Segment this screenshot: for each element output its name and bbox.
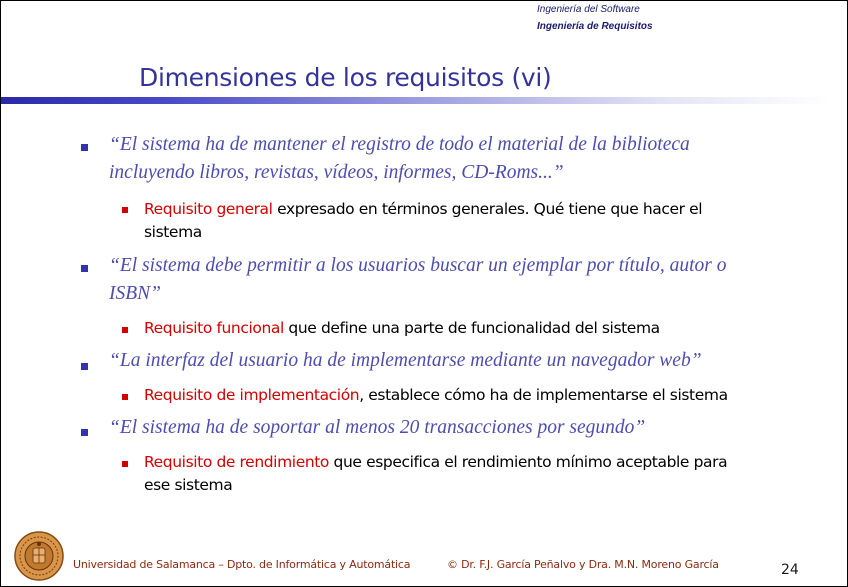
square-bullet-icon	[81, 144, 88, 151]
footer-authors: © Dr. F.J. García Peñalvo y Dra. M.N. Moreno García	[447, 558, 719, 571]
requirement-quote	[109, 252, 809, 308]
type-line	[144, 451, 829, 474]
quote-line: “El sistema ha de mantener el registro de todo el material de la biblioteca	[109, 134, 690, 155]
type-line	[144, 384, 829, 407]
red-square-bullet-icon	[122, 327, 128, 333]
header-subject: Ingeniería de Requisitos	[537, 21, 653, 32]
type-name: Requisito funcional	[144, 319, 284, 337]
type-name: Requisito de implementación	[144, 386, 360, 404]
red-square-bullet-icon	[122, 207, 128, 213]
footer-institution: Universidad de Salamanca – Dpto. de Informática y Automática	[73, 558, 411, 571]
requirement-quote	[109, 347, 809, 375]
page-number: 24	[781, 562, 799, 578]
requirement-quote	[109, 131, 809, 187]
square-bullet-icon	[81, 429, 88, 436]
type-description: que define una parte de funcionalidad del sistema	[283, 319, 660, 337]
type-line: ese sistema	[144, 476, 233, 494]
type-line: sistema	[144, 223, 202, 241]
quote-line: “La interfaz del usuario ha de implementarse mediante un navegador web”	[109, 350, 702, 371]
square-bullet-icon	[81, 265, 88, 272]
type-description: que especifica el rendimiento mínimo aceptable para	[329, 453, 728, 471]
requirement-quote	[109, 414, 809, 442]
quote-line: ISBN”	[109, 283, 162, 304]
header-course: Ingeniería del Software	[537, 4, 640, 15]
type-line	[144, 198, 829, 221]
type-name: Requisito de rendimiento	[144, 453, 330, 471]
red-square-bullet-icon	[122, 394, 128, 400]
type-line	[144, 317, 829, 340]
requirement-type	[144, 198, 829, 244]
square-bullet-icon	[81, 363, 88, 370]
type-description: , establece cómo ha de implementarse el sistema	[359, 386, 728, 404]
type-name: Requisito general	[144, 200, 273, 218]
title-underline-bar	[1, 97, 831, 104]
university-seal-icon	[14, 531, 64, 581]
requirement-type	[144, 384, 829, 407]
quote-line: “El sistema ha de soportar al menos 20 transacciones por segundo”	[109, 417, 646, 438]
red-square-bullet-icon	[122, 461, 128, 467]
requirement-type	[144, 451, 829, 497]
type-description: expresado en términos generales. Qué tiene que hacer el	[272, 200, 703, 218]
quote-line: “El sistema debe permitir a los usuarios buscar un ejemplar por título, autor o	[109, 255, 727, 276]
requirement-type	[144, 317, 829, 340]
slide-title: Dimensiones de los requisitos (vi)	[139, 63, 552, 92]
quote-line: incluyendo libros, revistas, vídeos, informes, CD-Roms...”	[109, 162, 564, 183]
